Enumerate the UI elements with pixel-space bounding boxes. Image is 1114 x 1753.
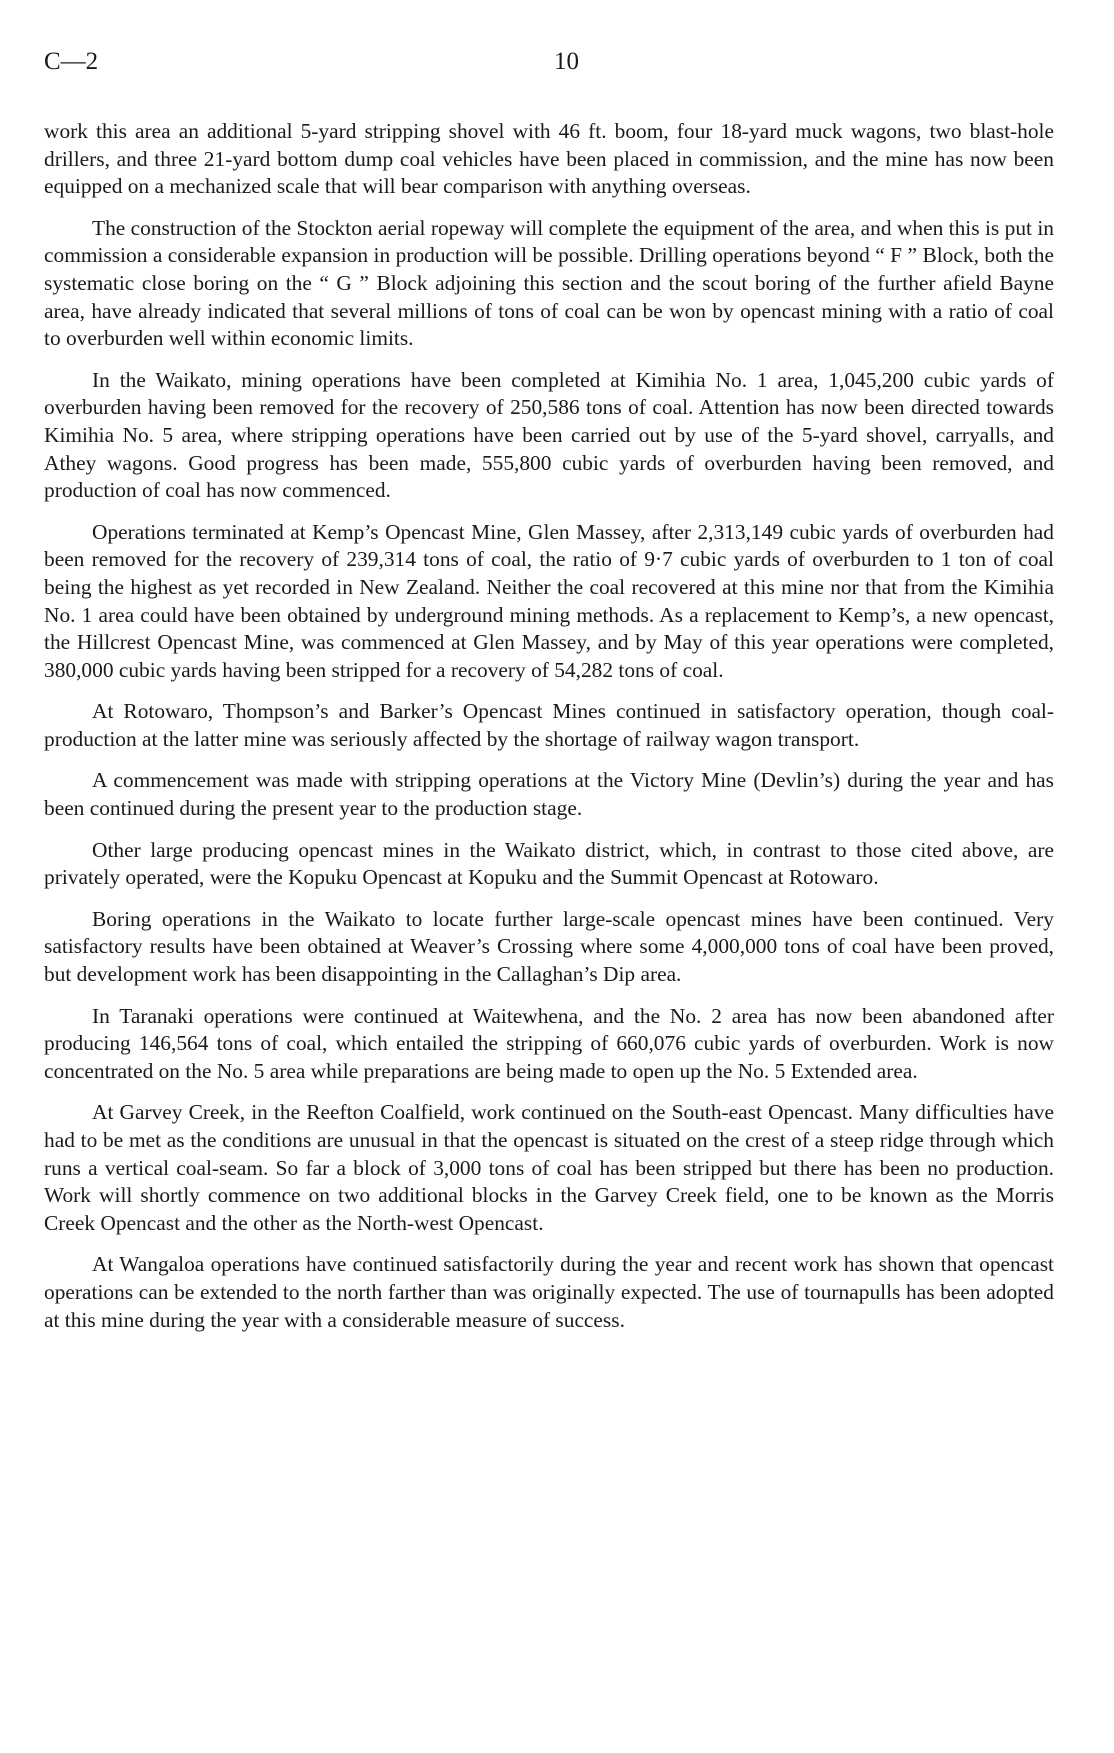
paragraph-taranaki: In Taranaki operations were continued at Waitewhena, and the No. 2 area has now been abandoned after producing 146,564 tons of coal, which entailed the stripping of 660,076 cubic yards of overburden. Work is now concentrated on the No. 5 area while preparations are being made to open up the No. 5 Extended area. [44, 1003, 1054, 1083]
body-text [44, 118, 1054, 1348]
paragraph-victory-mine: A commencement was made with stripping operations at the Victory Mine (Devlin’s) during the year and has been continued during the present year to the production stage. [44, 768, 1054, 821]
paragraph-garvey-creek: At Garvey Creek, in the Reefton Coalfield, work continued on the South-east Opencast. Many difficulties have had to be met as the conditions are unusual in that the opencast is situated on the crest of a steep ridge through which runs a vertical coal-seam. So far a block of 3,000 tons of coal has been stripped but there has been no production. Work will shortly commence on two additional blocks in the Garvey Creek field, one to be known as the Morris Creek Opencast and the other as the North-west Opencast. [44, 1100, 1054, 1235]
paragraph-continued: work this area an additional 5-yard stripping shovel with 46 ft. boom, four 18-yard muck wagons, two blast-hole drillers, and three 21-yard bottom dump coal vehicles have been placed in commission, and the mine has now been equipped on a mechanized scale that will bear comparison with anything overseas. [44, 119, 1054, 199]
paragraph-private-opencasts: Other large producing opencast mines in the Waikato district, which, in contrast to those cited above, are privately operated, were the Kopuku Opencast at Kopuku and the Summit Opencast at Rotowaro. [44, 837, 1054, 890]
paragraph-waikato-kimihia: In the Waikato, mining operations have been completed at Kimihia No. 1 area, 1,045,200 cubic yards of overburden having been removed for the recovery of 250,586 tons of coal. Attention has now been directed towards Kimihia No. 5 area, where stripping operations have been carried out by use of the 5-yard shovel, carryalls, and Athey wagons. Good progress has been made, 555,800 cubic yards of overburden having been removed, and production of coal has now commenced. [44, 367, 1054, 503]
page-number: 10 [554, 48, 579, 75]
paragraph-rotowaro: At Rotowaro, Thompson’s and Barker’s Opencast Mines continued in satisfactory operation, though coal-production at the latter mine was seriously affected by the shortage of railway wagon transport. [44, 699, 1054, 751]
paragraph-wangaloa: At Wangaloa operations have continued satisfactorily during the year and recent work has shown that opencast operations can be extended to the north farther than was originally expected. The use of tournapulls has been adopted at this mine during the year with a considerable measure of success. [44, 1252, 1054, 1332]
paragraph-kemps-opencast: Operations terminated at Kemp’s Opencast Mine, Glen Massey, after 2,313,149 cubic yards of overburden had been removed for the recovery of 239,314 tons of coal, the ratio of 9·7 cubic yards of overburden to 1 ton of coal being the highest as yet recorded in New Zealand. Neither the coal recovered at this mine nor that from the Kimihia No. 1 area could have been obtained by underground mining methods. As a replacement to Kemp’s, a new opencast, the Hillcrest Opencast Mine, was commenced at Glen Massey, and by May of this year operations were completed, 380,000 cubic yards having been stripped for a recovery of 54,282 tons of coal. [44, 519, 1054, 682]
document-reference: C—2 [44, 48, 99, 75]
page-header [44, 48, 1044, 88]
paragraph-stockton-ropeway: The construction of the Stockton aerial ropeway will complete the equipment of the area, and when this is put in commission a considerable expansion in production will be possible. Drilling operations beyond “ F ” Block, both the systematic close boring on the “ G ” Block adjoining this section and the scout boring of the further afield Bayne area, have already indicated that several millions of tons of coal can be won by opencast mining with a ratio of coal to overburden well within economic limits. [44, 215, 1054, 351]
paragraph-boring-operations: Boring operations in the Waikato to locate further large-scale opencast mines have been continued. Very satisfactory results have been obtained at Weaver’s Crossing where some 4,000,000 tons of coal have been proved, but development work has been disappointing in the Callaghan’s Dip area. [44, 906, 1054, 987]
